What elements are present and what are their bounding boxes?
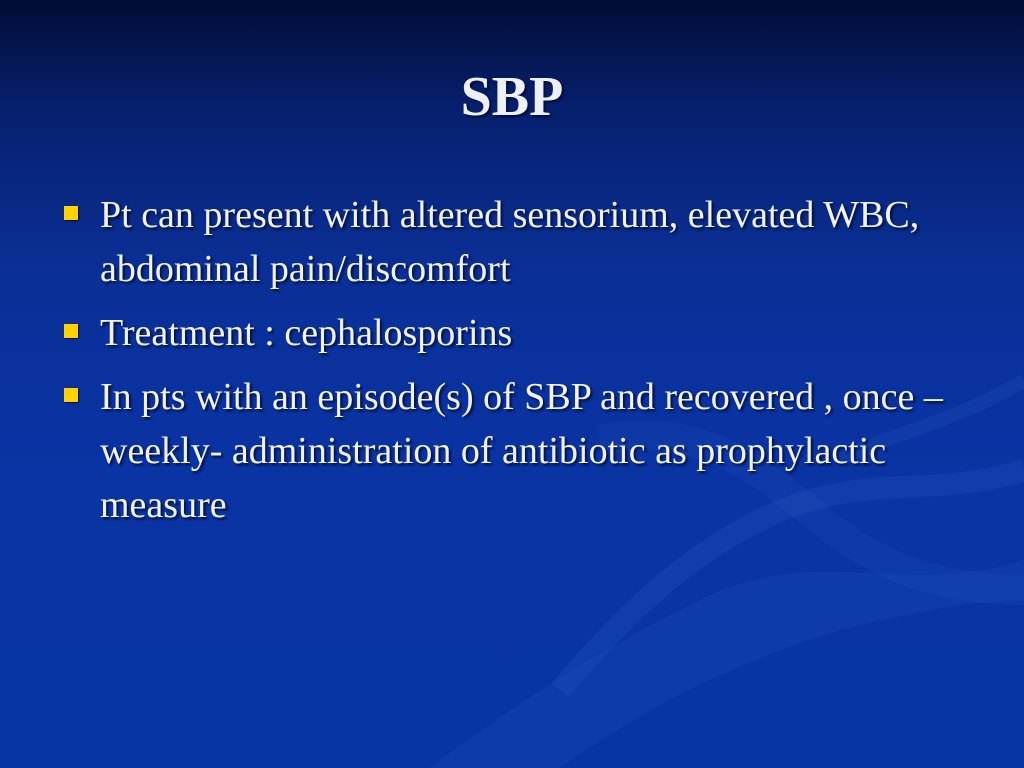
slide-title: SBP [460,66,564,128]
bullet-list [64,188,984,542]
square-bullet-icon [64,206,78,220]
bullet-text: Treatment : cephalosporins [100,312,513,354]
square-bullet-icon [64,324,78,338]
bullet-text: Pt can present with altered sensorium, elevated WBC, abdominal pain/discomfort [100,194,920,290]
bullet-item [64,370,984,532]
bullet-text: In pts with an episode(s) of SBP and recovered , once –weekly- administration of antibiotic as prophylactic measure [100,376,943,526]
bullet-item [64,188,984,296]
bullet-item [64,306,984,360]
square-bullet-icon [64,388,78,402]
